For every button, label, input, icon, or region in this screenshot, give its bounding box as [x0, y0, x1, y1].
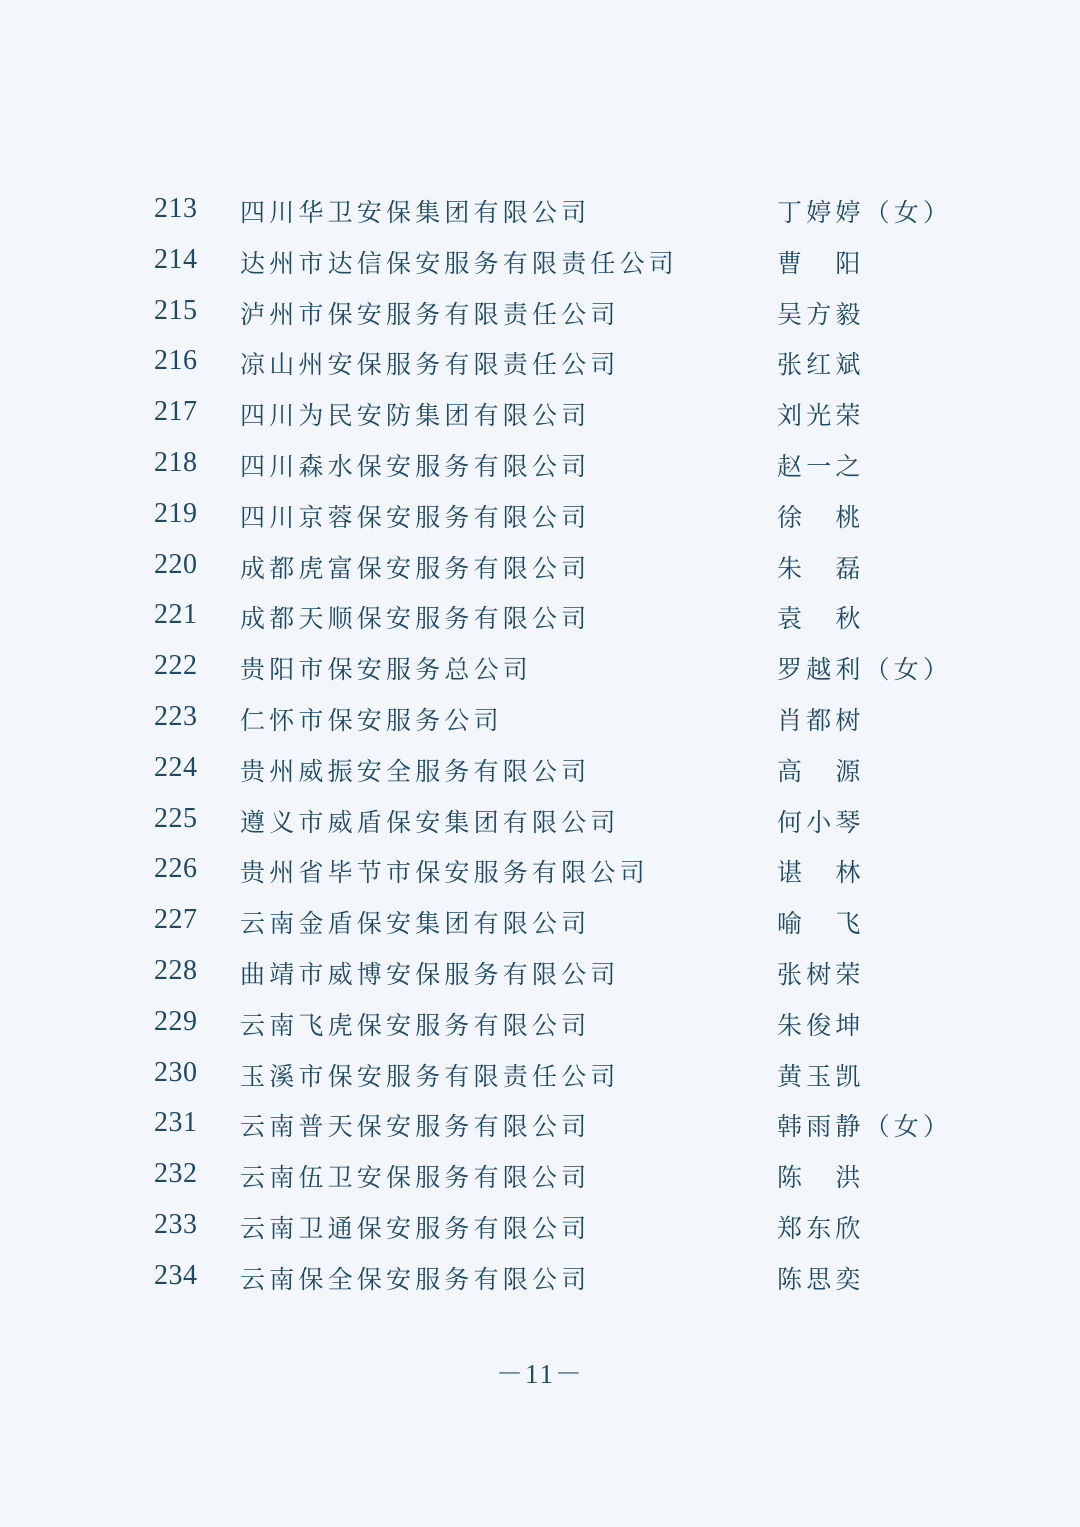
person-name: 郑东欣 [777, 1213, 865, 1243]
list-item [0, 998, 1080, 1049]
list-item [0, 693, 1080, 744]
organization-name: 四川京蓉保安服务有限公司 [240, 502, 591, 532]
list-item [0, 795, 1080, 846]
organization-name: 云南飞虎保安服务有限公司 [240, 1010, 591, 1040]
organization-name: 云南保全保安服务有限公司 [240, 1264, 591, 1294]
entry-number: 225 [154, 802, 198, 834]
entry-number: 223 [154, 700, 198, 732]
person-name: 朱俊坤 [777, 1010, 865, 1040]
organization-name: 四川华卫安保集团有限公司 [240, 198, 591, 227]
list-item [0, 1099, 1080, 1150]
organization-name: 泸州市保安服务有限责任公司 [240, 299, 620, 329]
organization-name: 云南普天保安服务有限公司 [240, 1112, 591, 1142]
person-name: 陈 洪 [777, 1163, 865, 1193]
list-item [0, 287, 1080, 338]
person-name: 何小琴 [777, 807, 865, 837]
list-item [0, 337, 1080, 388]
organization-name: 成都虎富保安服务有限公司 [240, 553, 591, 583]
organization-name: 曲靖市威博安保服务有限公司 [240, 959, 620, 989]
entry-number: 217 [154, 396, 198, 428]
list-item [0, 845, 1080, 896]
person-name: 朱 磊 [777, 553, 865, 583]
organization-name: 遵义市威盾保安集团有限公司 [240, 807, 620, 837]
organization-name: 成都天顺保安服务有限公司 [240, 604, 591, 634]
entry-number: 224 [154, 751, 198, 783]
organization-name: 云南金盾保安集团有限公司 [240, 909, 591, 939]
list-item [0, 388, 1080, 439]
organization-name: 贵州省毕节市保安服务有限公司 [240, 858, 649, 888]
organization-name: 四川为民安防集团有限公司 [240, 401, 591, 431]
entry-number: 229 [154, 1005, 198, 1037]
person-name: 高 源 [777, 756, 865, 786]
entry-number: 230 [154, 1056, 198, 1088]
person-name: 张树荣 [777, 959, 865, 989]
entry-number: 233 [154, 1208, 198, 1240]
entry-number: 220 [154, 548, 198, 580]
list-item [0, 236, 1080, 287]
person-name: 陈思奕 [777, 1264, 865, 1294]
person-name: 韩雨静（女） [777, 1112, 953, 1142]
entry-number: 231 [154, 1107, 198, 1139]
entry-number: 213 [154, 193, 198, 224]
organization-name: 云南卫通保安服务有限公司 [240, 1213, 591, 1243]
list-item [0, 1252, 1080, 1303]
entry-number: 222 [154, 650, 198, 682]
list-item [0, 642, 1080, 693]
list-item [0, 439, 1080, 490]
organization-name: 贵阳市保安服务总公司 [240, 655, 533, 685]
entry-number: 215 [154, 294, 198, 326]
organization-name: 达州市达信保安服务有限责任公司 [240, 248, 679, 278]
entry-number: 226 [154, 853, 198, 885]
organization-name: 玉溪市保安服务有限责任公司 [240, 1061, 620, 1091]
list-item [0, 1201, 1080, 1252]
entry-number: 216 [154, 345, 198, 377]
list-item [0, 947, 1080, 998]
person-name: 罗越利（女） [777, 655, 953, 685]
entry-number: 234 [154, 1259, 198, 1291]
list-item [0, 490, 1080, 541]
list-item [0, 1049, 1080, 1100]
list-item [0, 591, 1080, 642]
entry-number: 227 [154, 904, 198, 936]
list-item [0, 1150, 1080, 1201]
entry-number: 221 [154, 599, 198, 631]
list-item [0, 185, 1080, 236]
entry-number: 218 [154, 446, 198, 478]
organization-name: 仁怀市保安服务公司 [240, 705, 503, 735]
entry-number: 214 [154, 243, 198, 275]
entry-number: 219 [154, 497, 198, 529]
honor-list [0, 185, 1080, 1303]
person-name: 赵一之 [777, 451, 865, 481]
person-name: 肖都树 [777, 705, 865, 735]
person-name: 吴方毅 [777, 299, 865, 329]
page-number: －11－ [496, 1359, 584, 1389]
person-name: 张红斌 [777, 350, 865, 380]
organization-name: 四川森水保安服务有限公司 [240, 451, 591, 481]
entry-number: 232 [154, 1158, 198, 1190]
organization-name: 贵州威振安全服务有限公司 [240, 756, 591, 786]
person-name: 黄玉凯 [777, 1061, 865, 1091]
person-name: 袁 秋 [777, 604, 865, 634]
person-name: 喻 飞 [777, 909, 865, 939]
person-name: 丁婷婷（女） [777, 198, 953, 227]
entry-number: 228 [154, 954, 198, 986]
person-name: 徐 桃 [777, 502, 865, 532]
list-item [0, 896, 1080, 947]
organization-name: 凉山州安保服务有限责任公司 [240, 350, 620, 380]
person-name: 曹 阳 [777, 248, 865, 278]
person-name: 刘光荣 [777, 401, 865, 431]
person-name: 谌 林 [777, 858, 865, 888]
organization-name: 云南伍卫安保服务有限公司 [240, 1163, 591, 1193]
list-item [0, 744, 1080, 795]
list-item [0, 541, 1080, 592]
